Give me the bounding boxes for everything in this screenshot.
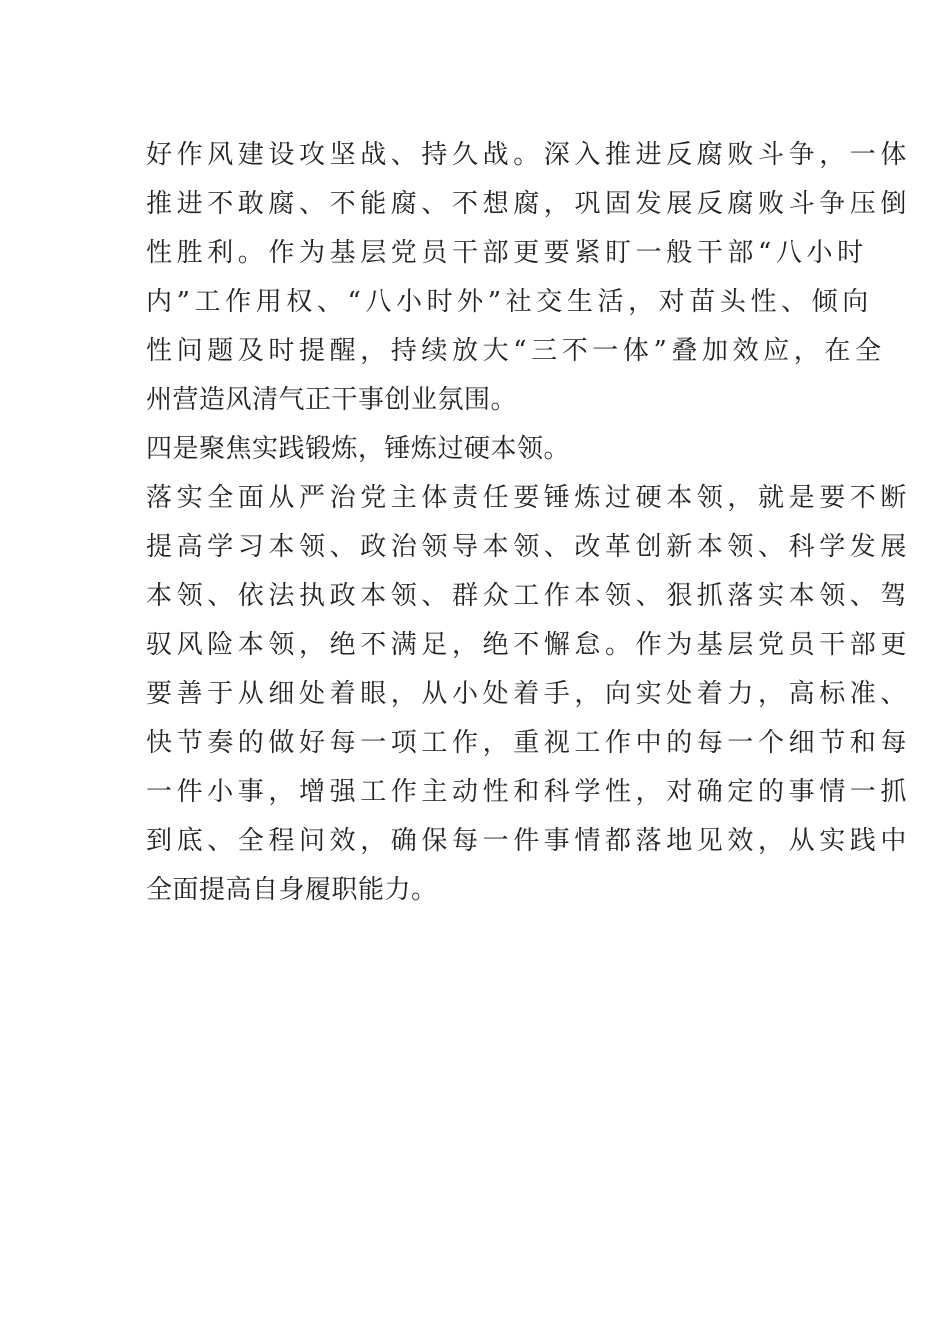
paragraph-line: 内”工作用权、“八小时外”社交生活，对苗头性、倾向 <box>146 287 873 317</box>
document-body <box>146 131 912 915</box>
paragraph-line: 性问题及时提醒，持续放大“三不一体”叠加效应，在全 <box>146 336 886 366</box>
paragraph-line: 提高学习本领、政治领导本领、改革创新本领、科学发展 <box>146 532 912 562</box>
paragraph-line: 本领、依法执政本领、群众工作本领、狠抓落实本领、驾 <box>146 581 912 611</box>
paragraph-line: 州营造风清气正干事创业氛围。 <box>146 385 518 415</box>
paragraph-line: 到底、全程问效，确保每一件事情都落地见效，从实践中 <box>146 826 912 856</box>
paragraph-line: 性胜利。作为基层党员干部更要紧盯一般干部“八小时 <box>146 238 868 268</box>
paragraph-line: 好作风建设攻坚战、持久战。深入推进反腐败斗争，一体 <box>146 140 912 170</box>
paragraph-line: 推进不敢腐、不能腐、不想腐，巩固发展反腐败斗争压倒 <box>146 189 912 219</box>
section-heading: 四是聚焦实践锻炼，锤炼过硬本领。 <box>146 434 571 464</box>
paragraph-line: 要善于从细处着眼，从小处着手，向实处着力，高标准、 <box>146 679 912 709</box>
paragraph-line: 落实全面从严治党主体责任要锤炼过硬本领，就是要不断 <box>146 483 912 513</box>
paragraph-line: 全面提高自身履职能力。 <box>146 875 438 905</box>
paragraph-line: 快节奏的做好每一项工作，重视工作中的每一个细节和每 <box>146 728 912 758</box>
paragraph-line: 驭风险本领，绝不满足，绝不懈怠。作为基层党员干部更 <box>146 630 912 660</box>
paragraph-line: 一件小事，增强工作主动性和科学性，对确定的事情一抓 <box>146 777 912 807</box>
